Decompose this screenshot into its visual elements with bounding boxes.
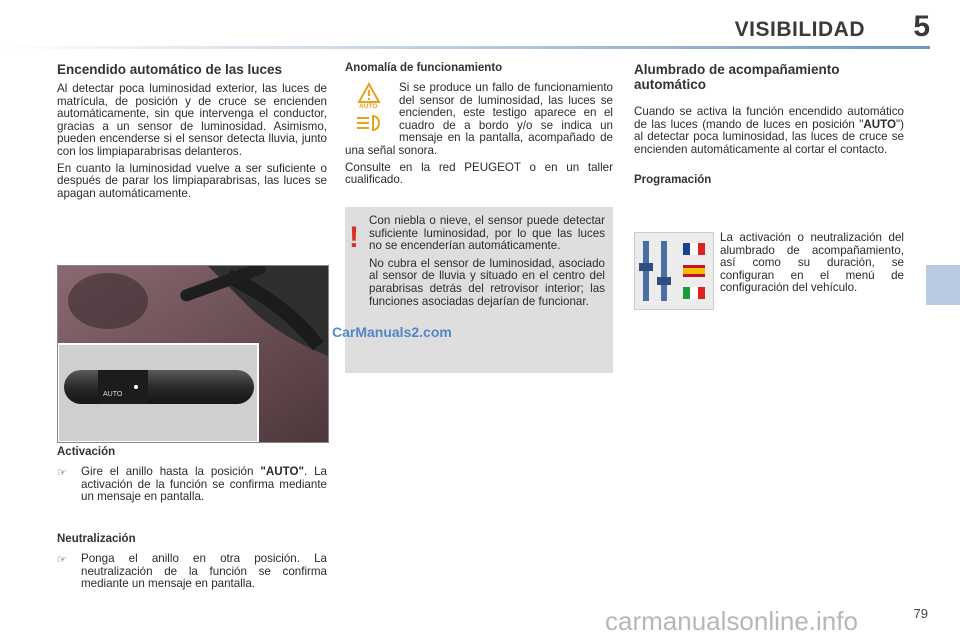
anomaly-title: Anomalía de funcionamiento <box>345 62 503 74</box>
stalk-photo <box>57 265 329 443</box>
pointing-hand-icon: ☞ <box>57 554 67 566</box>
activation-text: Gire el anillo hasta la posición "AUTO". La activación de la función se confirma mediante un mensaje en pantalla. <box>81 465 328 504</box>
middle-column <box>345 62 613 187</box>
programming-text: La activación o neutralización del alumbrado de acompañamiento, así como su duración, se configuran en el menú de configuración del vehículo. <box>720 231 904 295</box>
neutralization-title: Neutralización <box>57 533 136 545</box>
neutralization-bullet <box>57 553 327 591</box>
stalk-illustration <box>58 266 328 442</box>
header-rule <box>0 46 930 49</box>
follow-me-paragraph: Cuando se activa la función encendido automático de las luces (mando de luces en posición "AUTO") al detectar poca luminosidad, las luces de cruce se encienden automáticamente al cortar el contacto. <box>634 105 904 156</box>
settings-screen-icon <box>634 232 714 310</box>
programming-title: Programación <box>634 174 712 187</box>
section-heading-auto-lights: Encendido automático de las luces <box>57 62 283 77</box>
page-number: 79 <box>913 606 928 621</box>
activation-title: Activación <box>57 446 116 458</box>
anomaly-text: Si se produce un fallo de funcionamiento del sensor de luminosidad, las luces se encienden, este testigo aparece en el cuadro de a bordo y/o se indica un mensaje en la pantalla, acompañado de una señal sonora. <box>345 81 613 157</box>
footer-watermark: carmanualsonline.info <box>605 606 858 636</box>
neutralization-text: Ponga el anillo en otra posición. La neutralización de la función se confirma mediante un mensaje en pantalla. <box>81 552 327 591</box>
warning-text-fog: Con niebla o nieve, el sensor puede detectar suficiente luminosidad, por lo que las luces no se encenderían automáticamente. <box>369 214 605 253</box>
warning-exclamation-icon: ! <box>349 221 359 254</box>
right-column <box>634 62 904 186</box>
page-title: VISIBILIDAD <box>734 18 865 41</box>
activation-bullet <box>57 466 327 504</box>
chapter-tab <box>926 265 960 305</box>
left-column <box>57 62 327 200</box>
neutralization-section <box>57 533 327 591</box>
watermark-text: CarManuals2.com <box>332 324 452 340</box>
section-heading-follow-me: Alumbrado de acompañamiento automático <box>634 62 840 92</box>
consult-text: Consulte en la red PEUGEOT o en un taller cualificado. <box>345 160 613 187</box>
stalk-auto-label: AUTO <box>103 391 123 398</box>
pointing-hand-icon: ☞ <box>57 467 67 479</box>
chapter-number: 5 <box>913 10 930 43</box>
auto-lights-paragraph-1: Al detectar poca luminosidad exterior, las luces de matrícula, de posición y de cruce se encienden automáticamente, sin que intervenga el conductor, gracias a un sensor de luminosidad. Asimismo, pueden encenderse si el sensor detecta lluvia, junto con los limpiaparabrisas delanteros. <box>57 82 327 158</box>
auto-lights-paragraph-2: En cuanto la luminosidad vuelve a ser suficiente o después de parar los limpiaparabrisas, las luces se apagan automáticamente. <box>57 161 327 200</box>
warning-text-sensor: No cubra el sensor de luminosidad, asociado al sensor de lluvia y situado en el centro del parabrisas detrás del retrovisor interior; las funciones asociadas dejarían de funcionar. <box>369 256 605 308</box>
activation-section <box>57 446 327 504</box>
programming-text-block <box>720 232 904 295</box>
auto-warning-icon: AUTO <box>345 82 395 134</box>
warning-box <box>345 207 613 373</box>
